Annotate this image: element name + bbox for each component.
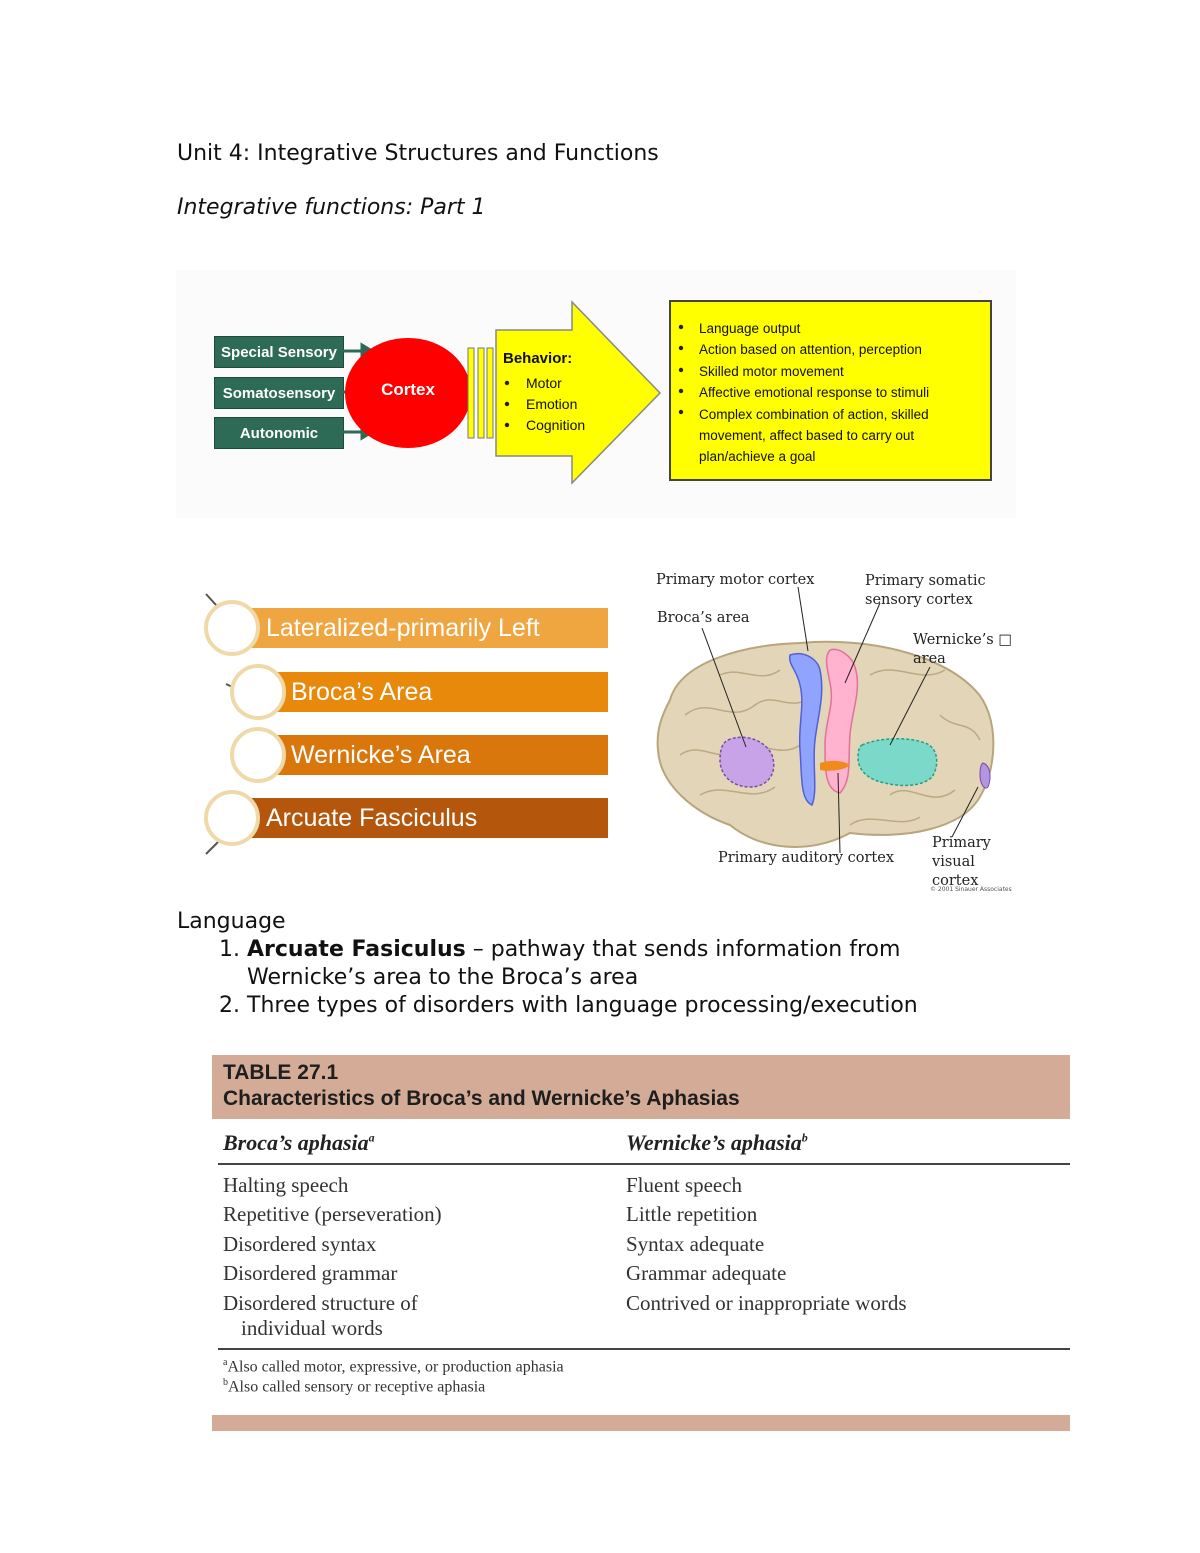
wernicke-cell: Syntax adequate	[626, 1232, 765, 1256]
image-credit: © 2001 Sinauer Associates	[930, 886, 1012, 893]
table-label: TABLE 27.1	[223, 1061, 339, 1084]
column-header-broca	[223, 1130, 375, 1156]
label-primary-visual-cortex	[932, 834, 991, 891]
brain-figure	[640, 565, 1030, 895]
label-wernicke-area	[913, 631, 1012, 669]
input-somatosensory: Somatosensory	[214, 377, 344, 409]
broca-cell: individual words	[241, 1316, 383, 1340]
barrier-bar	[468, 348, 474, 438]
footnote-marker: b	[801, 1130, 808, 1145]
broca-cell: Disordered syntax	[223, 1232, 377, 1256]
chain-ring	[204, 600, 260, 656]
broca-cell: Repetitive (perseveration)	[223, 1202, 442, 1226]
output-item: Language output	[699, 321, 801, 336]
outputs-list	[699, 318, 989, 468]
broca-cell: Halting speech	[223, 1173, 349, 1197]
footnote-marker: a	[223, 1357, 228, 1368]
label-line: sensory cortex	[865, 592, 973, 608]
label-line: area	[913, 651, 946, 667]
chain-ring	[204, 790, 260, 846]
output-item: Complex combination of action, skilled movement, affect based to carry out plan/achieve a goal	[699, 406, 929, 465]
table-header	[212, 1055, 1070, 1119]
output-item: Skilled motor movement	[699, 363, 844, 379]
footnote-marker: b	[223, 1377, 228, 1388]
language-structures-chain	[198, 586, 618, 861]
broca-cell: Disordered grammar	[223, 1261, 398, 1285]
barrier-bar	[487, 348, 493, 438]
language-item-text: Three types of disorders with language processing/execution	[247, 993, 918, 1018]
barrier-bar	[478, 348, 484, 438]
page-title: Unit 4: Integrative Structures and Functions	[177, 141, 659, 166]
label-line: Primary	[932, 835, 991, 851]
label-line: Wernicke’s □	[913, 632, 1013, 648]
chain-bar-wernicke: Wernicke’s Area	[264, 735, 608, 775]
footnote-text: Also called motor, expressive, or production aphasia	[227, 1358, 564, 1376]
footnote-b	[223, 1377, 485, 1396]
integration-flow-diagram	[176, 270, 1016, 518]
column-header-text: Broca’s aphasia	[223, 1130, 369, 1155]
page-subtitle: Integrative functions: Part 1	[177, 195, 486, 220]
cortex-label: Cortex	[381, 380, 435, 399]
chain-bar-broca: Broca’s Area	[264, 672, 608, 712]
table-title: Characteristics of Broca’s and Wernicke’s Aphasias	[223, 1087, 740, 1110]
language-list	[177, 936, 997, 1020]
column-header-text: Wernicke’s aphasia	[626, 1130, 802, 1155]
label-line: Primary somatic	[865, 573, 986, 589]
behavior-item: Emotion	[526, 396, 578, 412]
aphasia-table-figure	[212, 1055, 1070, 1433]
label-broca-area: Broca’s area	[657, 610, 750, 626]
label-primary-somatic-cortex	[865, 572, 986, 610]
footnote-text: Also called sensory or receptive aphasia	[228, 1378, 486, 1396]
label-primary-motor-cortex: Primary motor cortex	[656, 572, 815, 588]
input-special-sensory: Special Sensory	[214, 336, 344, 368]
behavior-item: Cognition	[526, 417, 586, 433]
table-rule	[218, 1163, 1070, 1165]
language-item	[247, 992, 997, 1020]
output-item: Affective emotional response to stimuli	[699, 385, 930, 401]
behavior-list	[526, 373, 585, 436]
language-section	[177, 908, 997, 1020]
output-item: Action based on attention, perception	[699, 342, 922, 358]
input-autonomic: Autonomic	[214, 417, 344, 449]
broca-cell: Disordered structure of	[223, 1291, 418, 1315]
language-item-text: – pathway that sends information from Wernicke’s area to the Broca’s area	[247, 937, 901, 990]
wernicke-cell: Contrived or inappropriate words	[626, 1291, 907, 1315]
wernicke-cell: Fluent speech	[626, 1173, 743, 1197]
behavior-item: Motor	[526, 375, 562, 391]
table-rule	[218, 1348, 1070, 1350]
behavior-title: Behavior:	[503, 350, 573, 367]
label-line: visual	[932, 854, 975, 870]
chain-bar-lateralized: Lateralized-primarily Left	[238, 608, 608, 648]
wernicke-cell: Grammar adequate	[626, 1261, 787, 1285]
language-heading: Language	[177, 909, 286, 934]
column-header-wernicke	[626, 1130, 808, 1156]
label-primary-auditory-cortex: Primary auditory cortex	[718, 850, 895, 866]
footnote-marker: a	[368, 1130, 375, 1145]
table-bottom-bar	[212, 1415, 1070, 1431]
label-line: cortex	[932, 873, 979, 889]
chain-ring	[230, 664, 286, 720]
language-item-term: Arcuate Fasiculus	[247, 937, 466, 962]
language-item	[247, 936, 997, 992]
wernicke-cell: Little repetition	[626, 1202, 758, 1226]
footnote-a	[223, 1357, 564, 1376]
chain-ring	[230, 727, 286, 783]
chain-bar-arcuate: Arcuate Fasciculus	[238, 798, 608, 838]
